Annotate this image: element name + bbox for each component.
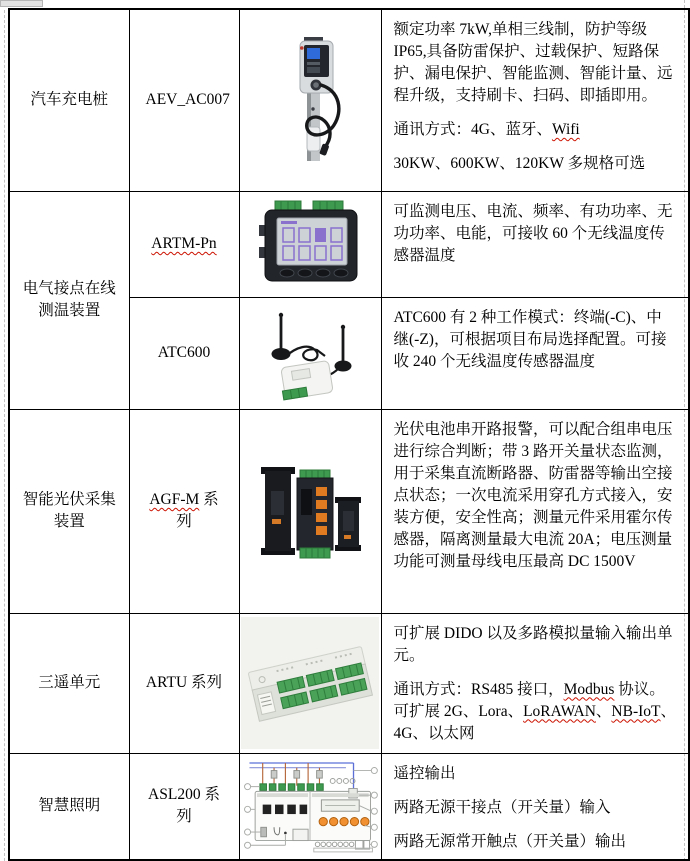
description-paragraph: 通讯方式：RS485 接口，Modbus 协议。可扩展 2G、Lora、LoRAWAN、NB-IoT、4G、以太网 bbox=[393, 680, 677, 742]
model-cell-agf-m: AGF-M 系列 bbox=[129, 409, 239, 613]
product-spec-table bbox=[8, 8, 690, 861]
category-cell-temperature-monitor bbox=[9, 191, 129, 409]
model-label: ARTM-Pn bbox=[151, 235, 217, 252]
category-cell-smart-lighting bbox=[9, 753, 129, 860]
model-label: ASL200 系列 bbox=[148, 786, 220, 825]
agf-m-din-module-photo bbox=[255, 445, 365, 577]
model-cell-atc600 bbox=[129, 297, 239, 409]
category-label: 汽车充电桩 bbox=[30, 91, 108, 109]
description-cell-artm bbox=[381, 191, 689, 297]
description-cell-artu bbox=[381, 613, 689, 753]
description-paragraph: 两路无源常开触点（开关量）输出 bbox=[393, 832, 627, 850]
image-cell-atc600 bbox=[239, 297, 381, 409]
description-paragraph: 30KW、600KW、120KW 多规格可选 bbox=[393, 155, 646, 172]
spellcheck-word-wifi: Wifi bbox=[551, 121, 580, 138]
spellcheck-word-nbiot: NB-IoT bbox=[611, 702, 661, 720]
description-paragraph: 两路无源干接点（开关量）输入 bbox=[393, 798, 611, 816]
image-cell-artu bbox=[239, 613, 381, 753]
model-label: ARTU 系列 bbox=[145, 674, 223, 691]
page-corner-mark bbox=[0, 0, 43, 7]
model-label: ATC600 bbox=[157, 344, 211, 361]
model-label: AGF-M bbox=[149, 491, 200, 508]
category-label: 电气接点在线测温装置 bbox=[22, 280, 116, 319]
description-cell-atc600 bbox=[381, 297, 689, 409]
description-paragraph: 额定功率 7kW,单相三线制，防护等级IP65,具备防雷保护、过载保护、短路保护、漏电保护、智能监测、智能计量、远程升级，支持刷卡、扫码、即插即用。 bbox=[393, 21, 673, 104]
category-cell-three-remote-unit bbox=[9, 613, 129, 753]
category-label: 三遥单元 bbox=[38, 674, 101, 691]
description-paragraph: 光伏电池串开路报警，可以配合组串电压进行综合判断；带 3 路开关量状态监测，用于采集直流断路器、防雷器等输出空接点状态；一次电流采用穿孔方式接入，安装方便，安全性高；测量元件采用霍尔传感器，隔离测量最大电流 20A；电压测量功能可测量母线电压最高 DC 1500V bbox=[393, 420, 673, 570]
spellcheck-word-modbus: Modbus bbox=[563, 680, 615, 698]
description-paragraph: 遥控输出 bbox=[393, 764, 456, 782]
atc600-wireless-transceiver-photo bbox=[251, 302, 369, 404]
model-label: AEV_AC007 bbox=[145, 91, 230, 109]
image-cell-ev-charger bbox=[239, 9, 381, 191]
asl200-lighting-controller-diagram bbox=[240, 757, 380, 856]
description-cell-ev-charger bbox=[381, 9, 689, 191]
artm-panel-meter-photo bbox=[253, 199, 368, 289]
description-paragraph: 可扩展 DIDO 以及多路模拟量输入输出单元。 bbox=[393, 624, 673, 664]
ev-charging-pile-photo bbox=[260, 31, 360, 169]
description-paragraph: 可监测电压、电流、频率、有功功率、无功功率、电能，可接收 60 个无线温度传感器温度 bbox=[393, 202, 673, 264]
spellcheck-word-lorawan: LoRAWAN bbox=[523, 702, 596, 720]
description-cell-asl200 bbox=[381, 753, 689, 860]
description-cell-agf-m bbox=[381, 409, 689, 613]
description-paragraph: 通讯方式：4G、蓝牙、Wifi bbox=[393, 121, 580, 138]
image-cell-asl200 bbox=[239, 753, 381, 860]
description-paragraph: ATC600 有 2 种工作模式：终端(-C)、中继(-Z)，可根据项目布局选择配置。可接收 240 个无线温度传感器温度 bbox=[393, 308, 667, 370]
model-cell-aev-ac007 bbox=[129, 9, 239, 191]
category-cell-pv-collector bbox=[9, 409, 129, 613]
model-cell-artu bbox=[129, 613, 239, 753]
category-cell-ev-charger bbox=[9, 9, 129, 191]
model-cell-artm-pn bbox=[129, 191, 239, 297]
left-margin-guide bbox=[4, 10, 5, 861]
artu-remote-terminal-photo bbox=[241, 617, 379, 749]
image-cell-agf-m bbox=[239, 409, 381, 613]
image-cell-artm bbox=[239, 191, 381, 297]
category-label: 智慧照明 bbox=[38, 797, 101, 814]
category-label: 智能光伏采集装置 bbox=[22, 491, 116, 530]
model-cell-asl200 bbox=[129, 753, 239, 860]
